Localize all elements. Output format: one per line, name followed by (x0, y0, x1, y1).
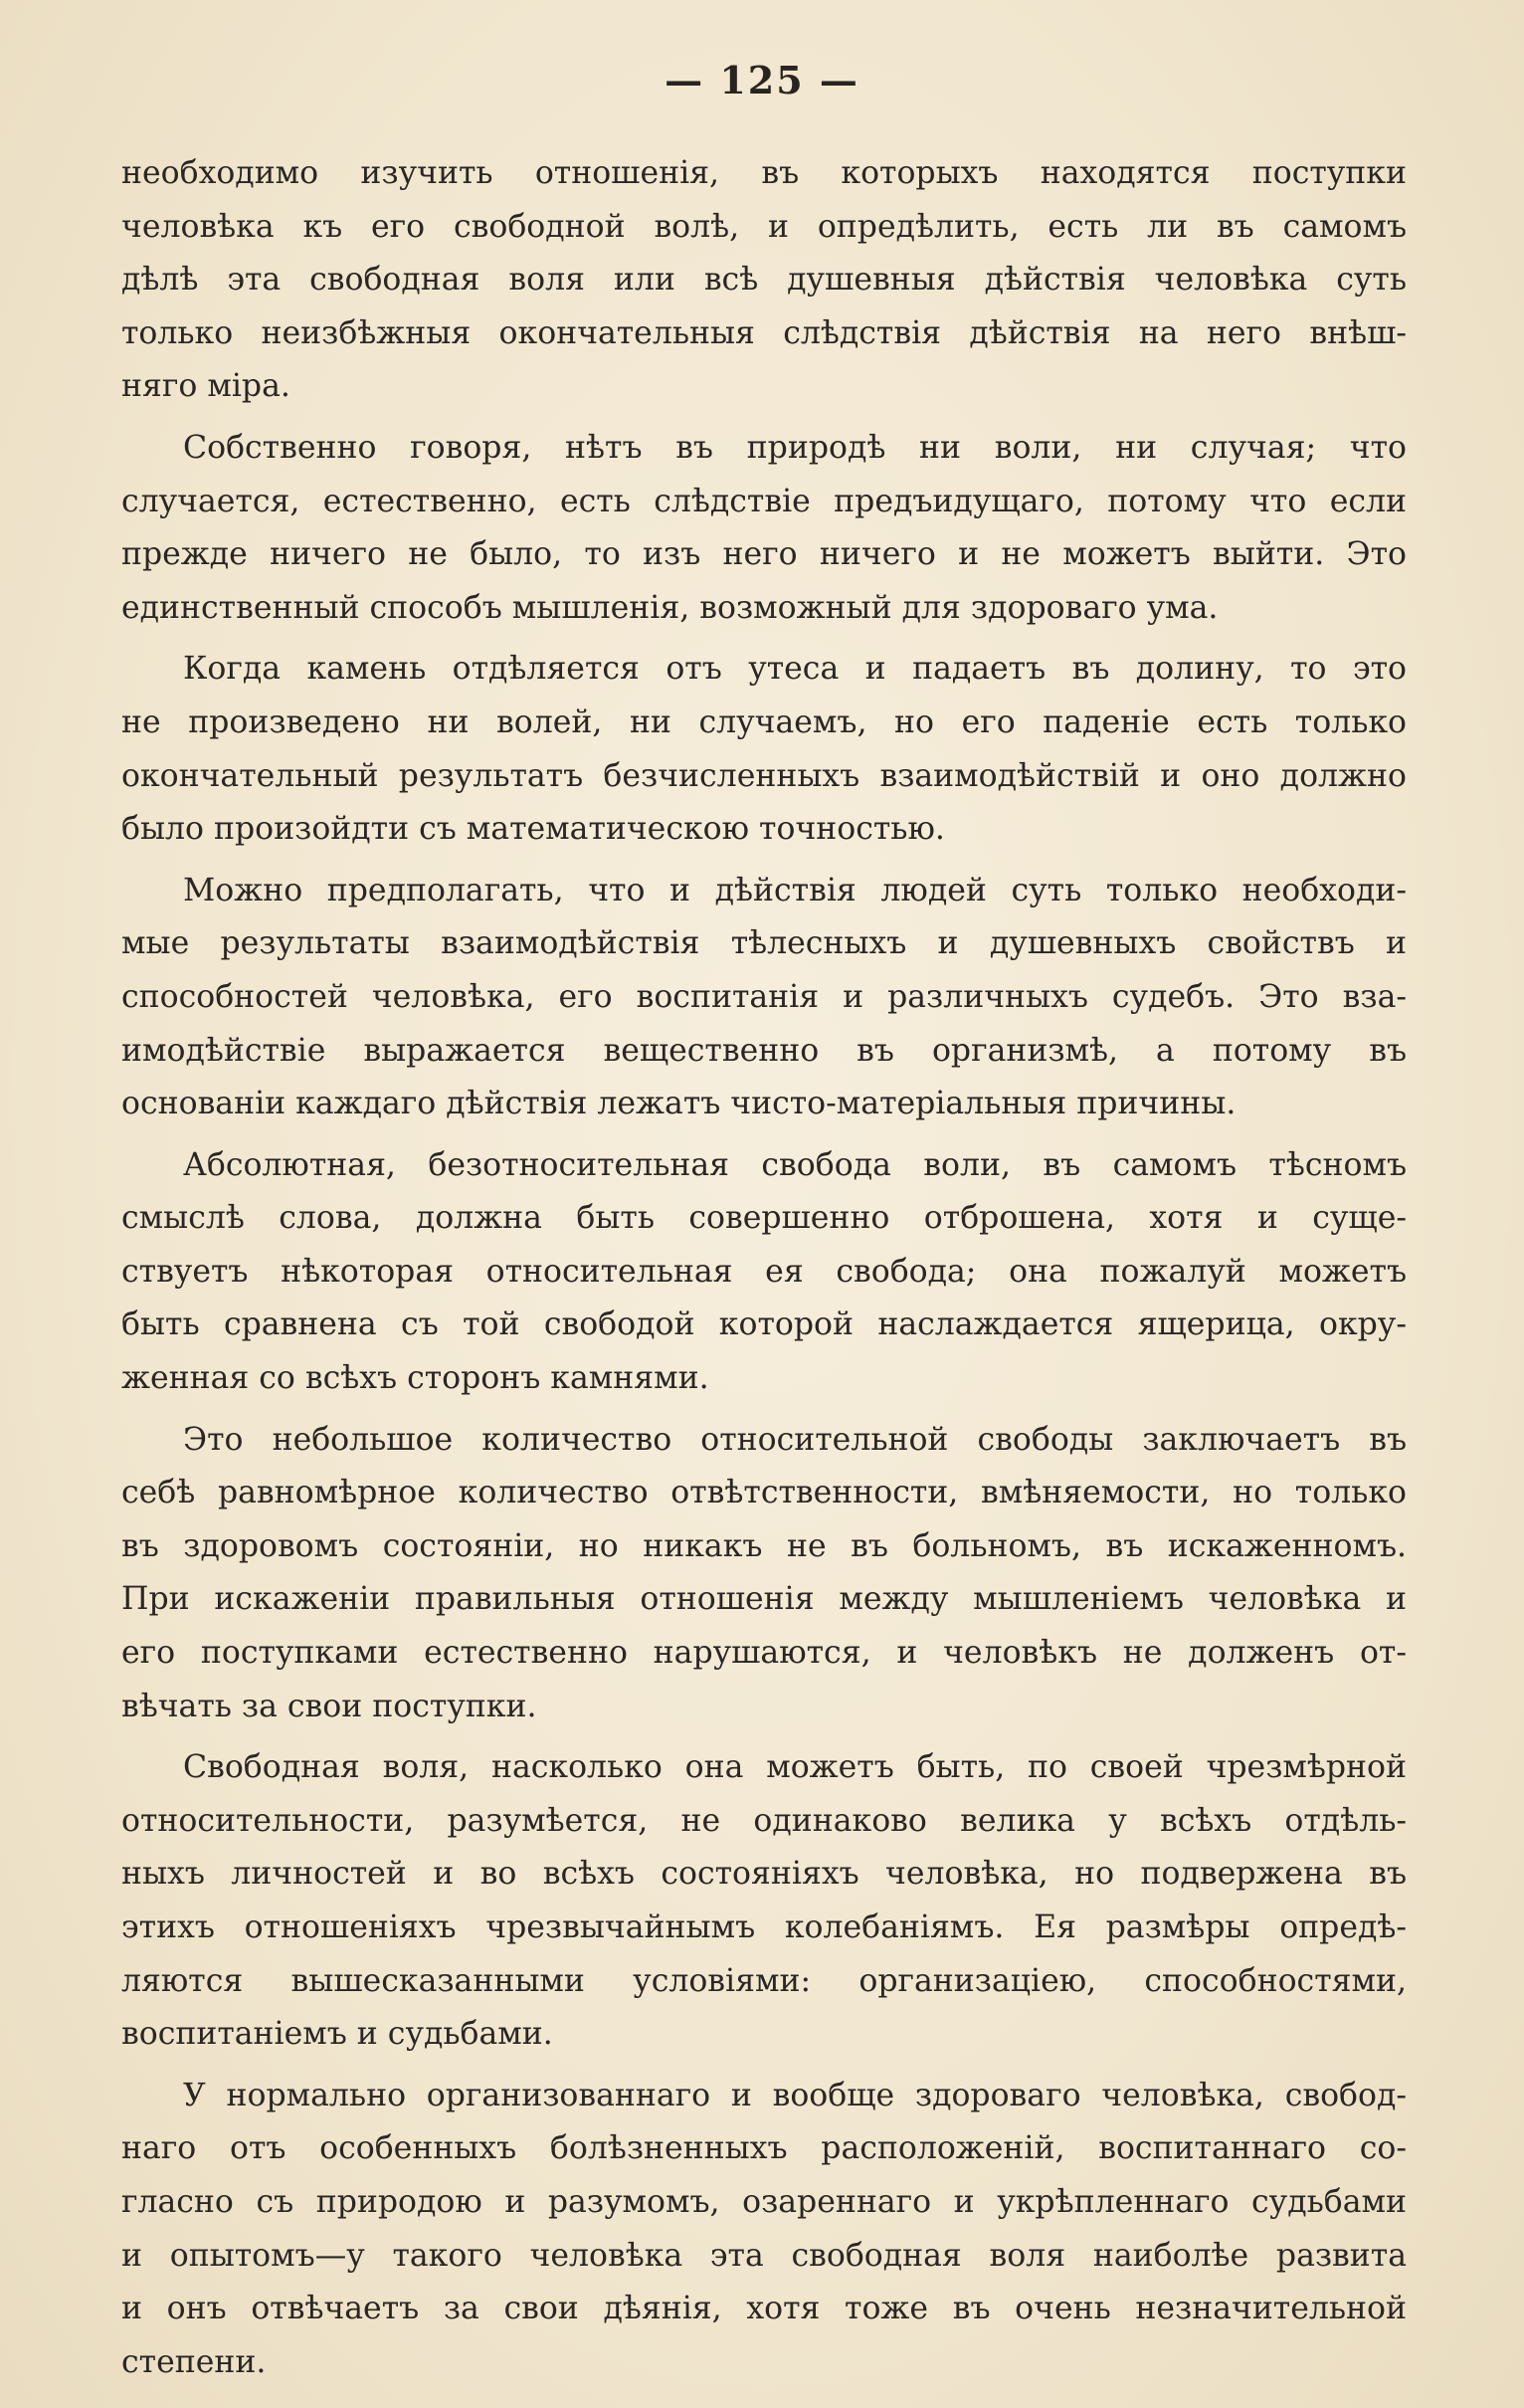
paragraph (121, 1741, 1407, 2062)
text-line: единственный способъ мышленія, возможный для здороваго ума. (121, 589, 1219, 626)
text-line: У нормально организованнаго и вообще здороваго человѣка, свобод- (183, 2077, 1407, 2113)
text-line: наго отъ особенныхъ болѣзненныхъ расположеній, воспитаннаго со- (121, 2130, 1407, 2167)
paragraph (121, 2070, 1407, 2390)
page-number: — 125 — (665, 58, 859, 102)
text-line: случается, естественно, есть слѣдствіе предъидущаго, потому что если (121, 483, 1407, 519)
text-line: прежде ничего не было, то изъ него ничего и не можетъ выйти. Это (121, 536, 1407, 573)
text-line: смыслѣ слова, должна быть совершенно отброшена, хотя и суще- (121, 1200, 1407, 1237)
text-line: только неизбѣжныя окончательныя слѣдствія дѣйствія на него внѣш- (121, 314, 1407, 351)
text-line: быть сравнена съ той свободой которой наслаждается ящерица, окру- (121, 1306, 1407, 1343)
text-line: Собственно говоря, нѣтъ въ природѣ ни воли, ни случая; что (183, 429, 1407, 466)
text-line: имодѣйствіе выражается вещественно въ организмѣ, а потому въ (121, 1032, 1407, 1069)
paragraph (121, 1139, 1407, 1406)
paragraph (121, 865, 1407, 1131)
paragraph (121, 147, 1407, 414)
text-line: относительности, разумѣется, не одинаково велика у всѣхъ отдѣль- (121, 1802, 1407, 1839)
text-line: женная со всѣхъ сторонъ камнями. (121, 1360, 709, 1397)
text-line: гласно съ природою и разумомъ, озареннаго и укрѣпленнаго судьбами (121, 2183, 1407, 2220)
text-line: его поступками естественно нарушаются, и человѣкъ не долженъ от- (121, 1635, 1407, 1672)
text-line: необходимо изучить отношенія, въ которыхъ находятся поступки (121, 155, 1407, 191)
text-line: способностей человѣка, его воспитанія и различныхъ судебъ. Это вза- (121, 978, 1407, 1015)
paragraph (121, 643, 1407, 856)
text-line: ныхъ личностей и во всѣхъ состояніяхъ человѣка, но подвержена въ (121, 1856, 1407, 1893)
text-line: человѣка къ его свободной волѣ, и опредѣлить, есть ли въ самомъ (121, 208, 1407, 245)
text-line: Можно предполагать, что и дѣйствія людей суть только необходи- (183, 872, 1407, 908)
text-line: воспитаніемъ и судьбами. (121, 2016, 553, 2053)
text-line: степени. (121, 2343, 267, 2380)
text-line: въ здоровомъ состояніи, но никакъ не въ больномъ, въ искаженномъ. (121, 1527, 1407, 1564)
text-line: ствуетъ нѣкоторая относительная ея свобода; она пожалуй можетъ (121, 1253, 1407, 1290)
text-line: и опытомъ—у такого человѣка эта свободная воля наиболѣе развита (121, 2237, 1407, 2274)
text-line: Это небольшое количество относительной свободы заключаетъ въ (183, 1421, 1407, 1458)
paragraph (121, 1414, 1407, 1734)
text-line: Когда камень отдѣляется отъ утеса и падаетъ въ долину, то это (183, 651, 1407, 688)
paragraph (121, 422, 1407, 635)
text-line: было произойдти съ математическою точностью. (121, 811, 945, 848)
text-line: ляются вышесказанными условіями: организаціею, способностями, (121, 1962, 1407, 1999)
text-line: няго міра. (121, 368, 290, 405)
text-line: Абсолютная, безотносительная свобода воли, въ самомъ тѣсномъ (183, 1146, 1407, 1183)
text-line: не произведено ни волей, ни случаемъ, но его паденіе есть только (121, 703, 1407, 740)
text-line: окончательный результатъ безчисленныхъ взаимодѣйствій и оно должно (121, 757, 1407, 794)
text-line: Свободная воля, насколько она можетъ быть, по своей чрезмѣрной (183, 1749, 1407, 1786)
body-text (121, 147, 1407, 2397)
text-line: себѣ равномѣрное количество отвѣтственности, вмѣняемости, но только (121, 1475, 1407, 1511)
text-line: и онъ отвѣчаетъ за свои дѣянія, хотя тоже въ очень незначительной (121, 2291, 1407, 2327)
text-line: основаніи каждаго дѣйствія лежатъ чисто-матеріальныя причины. (121, 1086, 1237, 1122)
text-line: этихъ отношеніяхъ чрезвычайнымъ колебаніямъ. Ея размѣры опредѣ- (121, 1909, 1407, 1945)
text-line: При искаженіи правильныя отношенія между мышленіемъ человѣка и (121, 1581, 1407, 1618)
text-line: мые результаты взаимодѣйствія тѣлесныхъ и душевныхъ свойствъ и (121, 925, 1407, 962)
text-line: дѣлѣ эта свободная воля или всѣ душевныя дѣйствія человѣка суть (121, 262, 1407, 299)
text-line: вѣчать за свои поступки. (121, 1688, 537, 1724)
